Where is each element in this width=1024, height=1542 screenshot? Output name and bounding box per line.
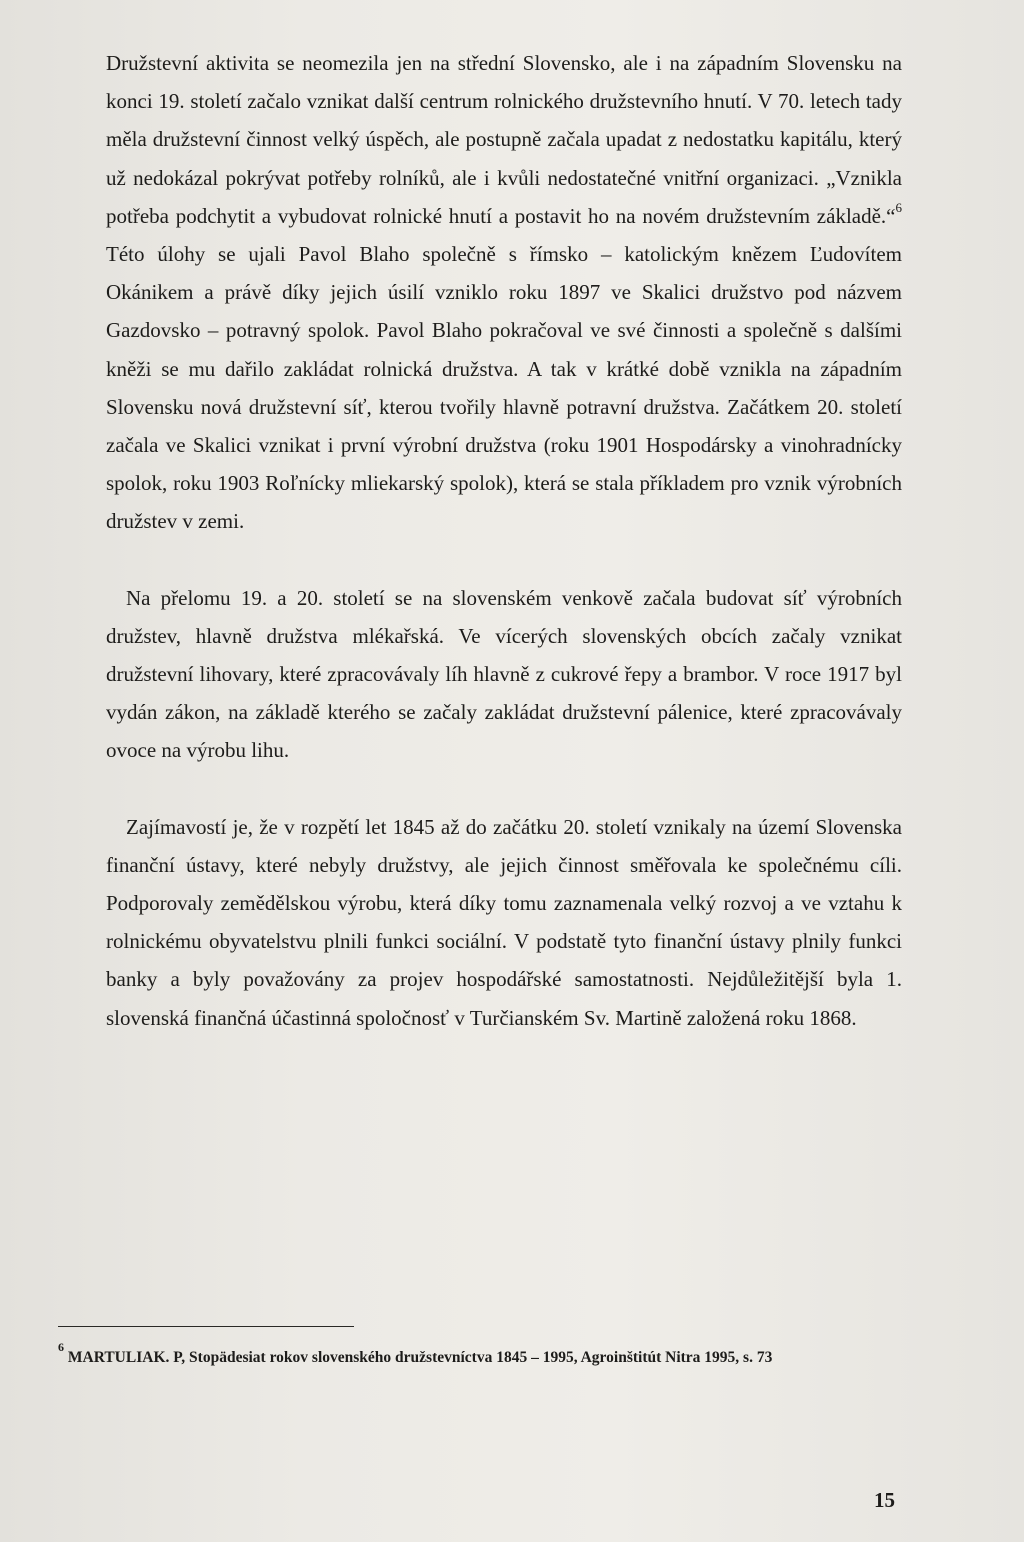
paragraph-1-text-b: Této úlohy se ujali Pavol Blaho společně s římsko – katolickým knězem Ľudovítem Okánikem a právě díky jejich úsilí vzniklo roku 1897 ve Skalici družstvo pod názvem Gazdovsko – potravný spolok. Pavol Blaho pokračoval ve své činnosti a společně s dalšími kněži se mu dařilo zakládat rolnická družstva. A tak v krátké době vznikla na západním Slovensku nová družstevní síť, kterou tvořily hlavně potravní družstva. Začátkem 20. století začala ve Skalici vznikat i první výrobní družstva (roku 1901 Hospodársky a vinohradnícky spolok, roku 1903 Roľnícky mliekarský spolok), která se stala příkladem pro vznik výrobních družstev v zemi. — [106, 242, 902, 534]
footnote-number: 6 — [58, 1339, 64, 1354]
paragraph-2: Na přelomu 19. a 20. století se na slovenském venkově začala budovat síť výrobních družstev, hlavně družstva mlékařská. Ve vícerých slovenských obcích začaly vznikat družstevní lihovary, které zpracovávaly líh hlavně z cukrové řepy a brambor. V roce 1917 byl vydán zákon, na základě kterého se začaly zakládat družstevní pálenice, které zpracovávaly ovoce na výrobu lihu. — [106, 585, 902, 763]
page-number: 15 — [874, 1488, 895, 1512]
paragraph-3: Zajímavostí je, že v rozpětí let 1845 až do začátku 20. století vznikaly na území Slovenska finanční ústavy, které nebyly družstvy, ale jejich činnost směřovala ke společnému cíli. Podporovaly zemědělskou výrobu, která díky tomu zaznamenala velký rozvoj a ve vztahu k rolnickému obyvatelstvu plnili funkci sociální. V podstatě tyto finanční ústavy plnily funkci banky a byly považovány za projev hospodářské samostatnosti. Nejdůležitější byla 1. slovenská finančná účastinná spoločnosť v Turčianském Sv. Martině založená roku 1868. — [106, 814, 902, 1030]
body-text — [106, 44, 902, 1037]
footnote-reference: 6 — [895, 199, 902, 215]
footnote — [58, 1340, 888, 1375]
footnote-divider — [58, 1326, 354, 1327]
footnote-text: MARTULIAK. P, Stopädesiat rokov slovenského družstevníctva 1845 – 1995, Agroinštitút Nitra 1995, s. 73 — [64, 1349, 773, 1366]
paragraph-1 — [106, 44, 902, 541]
paragraph-1-text-a: Družstevní aktivita se neomezila jen na střední Slovensko, ale i na západním Slovensku na konci 19. století začalo vznikat další centrum rolnického družstevního hnutí. V 70. letech tady měla družstevní činnost velký úspěch, ale postupně začala upadat z nedostatku kapitálu, který už nedokázal pokrývat potřeby rolníků, ale i kvůli nedostatečné vnitřní organizaci. „Vznikla potřeba podchytit a vybudovat rolnické hnutí a postavit ho na novém družstevním základě.“ — [106, 51, 902, 228]
